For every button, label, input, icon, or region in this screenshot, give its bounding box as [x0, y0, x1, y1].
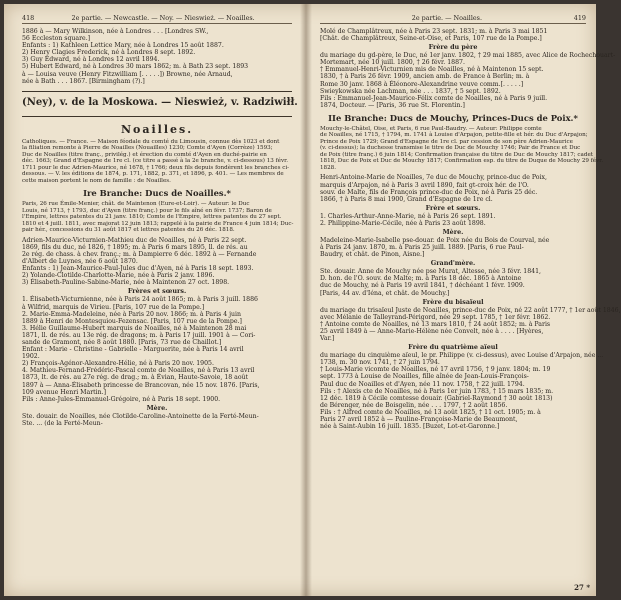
text-line: (v. ci-dessus); la duchesse transmise le titre de Duc de Mouchy 1746; Pair de France et Duc: [320, 145, 581, 152]
text-line: Adrien-Maurice-Victurnien-Mathieu duc de Noailles, né à Paris 22 sept.: [22, 236, 247, 244]
text-line: déc. 1663; Grand d'Espagne de 1re cl. (ce titre a passé à la 2e branche, v. ci-dessous) 13 févr.: [22, 158, 288, 165]
text-line: 1866, † à Paris 8 mai 1900, Grand d'Espagne de 1re cl.: [320, 195, 493, 203]
siblings2-title: Frère et sœurs.: [425, 203, 481, 212]
text-line: Enfant : Marie - Christine - Gabrielle - Marguerite, née à Paris 14 avril: [22, 346, 244, 354]
text-line: † Emmanuel-Henri-Victurnien mis de Noailles, né à Maintenon 15 sept.: [320, 66, 544, 74]
text-line: 1897 à — Anna-Élisabeth princesse de Brancovan, née 15 nov. 1876. [Paris,: [22, 381, 260, 389]
text-line: Duc de Noailles (titre franç., privilég.) et érection du comté d'Ayen en duché-pairie en: [22, 151, 267, 158]
text-line: 56 Eccleston square.]: [22, 35, 91, 43]
text-line: 1828.: [320, 164, 337, 171]
text-line: à Paris 24 janv. 1870, m. à Paris 25 juill. 1889. [Paris, 6 rue Paul-: [320, 244, 524, 252]
text-line: 1902.: [22, 353, 40, 361]
text-line: 2) Yolande-Clotilde-Charlotte-Marie, née à Paris 2 janv. 1896.: [22, 272, 215, 280]
text-line: 2. Philippine-Marie-Cécile, née à Paris 23 août 1898.: [320, 219, 486, 227]
text-line: 12 déc. 1819 à Cécile comtesse douair. (Gabriel-Raymond † 30 août 1813): [320, 394, 553, 402]
text-line: Ste. douair. Anne de Mouchy née pse Murat, Altesse, née 3 févr. 1841,: [320, 268, 542, 276]
text-line: 1869, fils du duc, né 1826, † 1895; m. à Paris 6 mars 1895, ll. de rés. au: [22, 243, 248, 251]
branch2-text: [320, 125, 604, 172]
text-line: sande de Gramont, née 8 août 1880. [Paris, 73 rue de Chaillot.]: [22, 338, 222, 346]
text-line: Mouchy-le-Châtel, Oise, et Paris, 6 rue Paul-Baudry. — Auteur: Philippe comte: [320, 125, 542, 132]
text-line: 1889 à Henri de Montesquiou-Fezensac. [Paris, 107 rue de la Pompe.]: [22, 317, 242, 325]
branch1-text: [22, 201, 292, 234]
branch2-title: IIe Branche: Ducs de Mouchy, Princes-Ducs de Poix.*: [328, 112, 578, 123]
text-line: la filiation remonte à Pierre de Noailles (Nouailles) 1230; Comte d'Ayen (Corrèze) 1593;: [22, 145, 273, 152]
text-line: Madeleine-Marie-Isabelle pse-douar. de Poix née du Bois de Courval, née: [320, 237, 550, 244]
ney-title: (Ney), v. de la Moskowa. — Nieswież, v. Radziwiłł.: [22, 96, 298, 108]
text-line: 1. Élisabeth-Victurnienne, née à Paris 24 août 1865; m. à Paris 3 juill. 1886: [22, 296, 258, 304]
siblings-title: Frères et sœurs.: [127, 287, 187, 296]
text-line: à Wilfrid, marquis de Virieu. [Paris, 107 rue de la Pompe.]: [22, 303, 205, 311]
text-line: Ste. ... (de la Ferté-Meun-: [22, 419, 103, 427]
text-line: 4. Mathieu-Fernand-Frédéric-Pascal comte de Noailles, né à Paris 13 avril: [22, 367, 255, 375]
text-line: marquis d'Arpajon, né à Paris 3 avril 1890, fait gt-croix hér. de l'O.: [320, 181, 529, 189]
text-line: 3) Guy Edward, né à Londres 12 avril 1894.: [22, 56, 160, 64]
text-line: 25 avril 1849 à — Anne-Marie-Hélène née Convelt, née à . . . . [Hyères,: [320, 327, 544, 335]
text-line: 2e rég. de chass. à chev. franç.; m. à Dampierre 6 déc. 1892 à — Fernande: [22, 250, 257, 258]
mother-title: Mère.: [146, 403, 168, 412]
left-page: [22, 14, 298, 589]
text-line: Fils : † Alfred comte de Noailles, né 13 août 1825, † 11 oct. 1905; m. à: [320, 408, 541, 416]
text-line: [Paris, 44 av. d'Iéna, et chât. de Mouchy.]: [320, 289, 450, 297]
text-line: Prince de Poix 1729; Grand d'Espagne de 1re cl. par cession de son père Adrien-Maurice: [320, 138, 573, 145]
text-line: 1873, lt. de rés. au 27e rég. de drag.; m. à Évian, Haute-Savoie, 18 août: [22, 374, 249, 382]
left-page-number: 418: [22, 14, 35, 22]
text-line: [Chât. de Champlâtreux, Seine-et-Oise, et Paris, 107 rue de la Pompe.]: [320, 35, 542, 43]
text-line: de Poix (titre franç.) 6 juin 1814; Confirmation française du titre de Duc de Mouchy 1817; cadet: [320, 151, 594, 158]
text-line: cette maison portent le nom de famille : de Noailles.: [22, 177, 171, 184]
text-line: † Louis-Marie vicomte de Noailles, né 17 avril 1756, † 9 janv. 1804; m. 19: [320, 366, 551, 374]
duke2-entry: [320, 174, 586, 202]
text-line: duc de Mouchy, né à Paris 19 avril 1841, † déchéant 1 févr. 1909.: [320, 282, 525, 290]
text-line: 3. Hélie Guillaume-Hubert marquis de Noailles, né à Maintenon 28 mai: [22, 324, 247, 332]
section-rule: [22, 91, 292, 92]
duke-entry: [22, 237, 292, 287]
father-sibling-entries: [320, 52, 616, 109]
text-line: Molé de Champlâtreux, née à Paris 23 sept. 1831; m. à Paris 3 mai 1851: [320, 28, 548, 35]
text-line: née à Saint-Aubin 16 juill. 1835. [Buzet, Lot-et-Garonne.]: [320, 423, 500, 431]
text-line: 1886 à — Mary Wilkinson, née à Londres . . . [Londres SW.,: [22, 28, 209, 35]
text-line: du mariage du gd-père, le Duc, né 1er janv. 1802, † 29 mai 1885, avec Alice de Rochechouart-: [320, 52, 616, 60]
text-line: Paris, 26 rue Émile-Menier, chât. de Maintenon (Eure-et-Loir). — Auteur: le Duc: [22, 201, 250, 208]
text-line: 2) François-Agénor-Alexandre-Hélie, né à Paris 20 nov. 1905.: [22, 360, 214, 368]
text-line: souv. de Malte, fils de François prince-duc de Poix, né à Paris 25 déc.: [320, 188, 538, 196]
noailles-title: Noailles.: [120, 122, 194, 136]
right-header-text: 2e partie. — Noailles.: [411, 14, 482, 22]
text-line: Henri-Antoine-Marie de Noailles, 7e duc de Mouchy, prince-duc de Poix,: [320, 174, 547, 182]
text-line: 1711 pour le duc Adrien-Maurice, né 1678, † 1766; deux fils depuis fondèrent les branches ci-: [22, 164, 290, 171]
book-spread: [4, 4, 621, 596]
text-line: 3) Élisabeth-Pauline-Sabine-Marie, née à Maintenon 27 oct. 1898.: [22, 279, 230, 287]
text-line: 1738, m. 30 nov. 1741, † 27 juin 1794.: [320, 359, 440, 367]
text-line: Paul duc de Noailles et d'Ayen, née 11 nov. 1758, † 22 juill. 1794.: [320, 380, 525, 388]
text-line: Swieykowska née Lachman, née . . . 1837, † 5 sept. 1892.: [320, 87, 501, 95]
grandmother-entry: [320, 268, 586, 296]
text-line: sept. 1773 à Louise de Noailles, fille aînée de Jean-Louis-François-: [320, 373, 529, 381]
fourth-ancestor-title: Frère du quatrième aïeul: [408, 343, 498, 352]
text-line: 2) Henry Clagies Frederick, né à Londres 8 sept. 1892.: [22, 49, 196, 57]
text-line: Paris 27 avril 1852 à — Pauline-Françoise-Marie de Beaumont,: [320, 415, 518, 423]
right-running-head: [320, 14, 586, 24]
text-line: D. hon. de l'O. souv. de Malte; m. à Paris 18 déc. 1865 à Antoine: [320, 275, 522, 283]
text-line: Mortemart, née 10 juill. 1800, † 26 févr. 1887.: [320, 59, 465, 67]
text-line: à — Louisa veuve (Henry Fitzwilliam [. . . . .]) Browne, née Arnaud,: [22, 70, 233, 78]
right-top-lines: [320, 28, 586, 42]
right-page-number: 419: [573, 14, 586, 22]
text-line: 1830, † à Paris 26 févr. 1909, ancien amb. de France à Berlin; m. à: [320, 73, 530, 81]
text-line: de Bérenger, née de Boisgelin, née . . . 1797, † 2 août 1856.: [320, 401, 508, 409]
great-aunts-title: Frère du bisaïeul: [422, 297, 484, 306]
text-line: Fils : Emmanuel-Jean-Maurice-Félix comte de Noailles, né à Paris 9 juill.: [320, 94, 548, 102]
text-line: Catholiques. — France. — Maison féodale du comté du Limousin, connue dès 1023 et dont: [22, 138, 280, 145]
text-line: 1818, Duc de Poix et Duc de Mouchy 1817; Confirmation esp. du titre de Duque de Mouchy 29 févr.: [320, 158, 604, 165]
intro-text: [22, 139, 292, 185]
text-line: dessous. — V. les éditions de 1874, p. 171, 1882, p. 371, et 1896, p. 401. — Les membres de: [22, 171, 284, 178]
fourth-ancestor-entries: [320, 352, 604, 431]
text-line: 1. Charles-Arthur-Anne-Marie, né à Paris 26 sept. 1891.: [320, 212, 496, 220]
father-sibling-title: Frère du père: [428, 43, 478, 52]
mother2-entry: [320, 237, 586, 258]
text-line: du mariage du trisaïeul Juste de Noailles, prince-duc de Poix, né 22 août 1777, † 1er août 1846,: [320, 306, 621, 314]
left-header-text: 2e partie. — Newcastle. — Noy. — Nieswież. — Noailles.: [71, 14, 255, 22]
text-line: de Noailles, né 1715, † 1794, m. 1741 à Louise d'Arpajon, petite-fille et hér. du Duc d'Arpajon;: [320, 132, 588, 139]
right-page: [320, 14, 621, 589]
book-gutter: [300, 4, 312, 596]
branch1-title: Ire Branche: Ducs de Noailles.*: [83, 188, 231, 199]
section-rule: [22, 116, 292, 117]
text-line: † Antoine comte de Noailles, né 13 mars 1810, † 24 août 1852; m. à Paris: [320, 320, 551, 328]
siblings2-entries: [320, 213, 586, 227]
text-line: d'Albert de Luynes, née 6 août 1870.: [22, 258, 138, 266]
text-line: 109 avenue Henri Martin.]: [22, 388, 106, 396]
text-line: Fils : Anne-Jules-Emmanuel-Grégoire, né à Paris 18 sept. 1900.: [22, 395, 221, 403]
text-line: 5) Hubert Edward, né à Londres 30 mars 1862; m. à Bath 23 sept. 1893: [22, 63, 249, 71]
text-line: Enfants : 1) Jean-Maurice-Paul-Jules duc d'Ayen, né à Paris 18 sept. 1893.: [22, 265, 254, 273]
left-running-head: [22, 14, 292, 24]
text-line: Var.]: [320, 335, 335, 343]
text-line: Louis, né 1713, † 1793, duc d'Ayen (titre franç.) pour le fils aîné en févr. 1737; Baron de: [22, 207, 272, 214]
text-line: Baudry, et chât. de Pinon, Aisne.]: [320, 251, 425, 259]
text-line: 2. Marie-Emma-Madeleine, née à Paris 20 nov. 1866; m. à Paris 4 juin: [22, 310, 241, 318]
mother-entry: [22, 413, 292, 427]
text-line: 1874, Docteur. — [Paris, 36 rue St. Florentin.]: [320, 101, 465, 109]
text-line: Ste. douair. de Noailles, née Clotilde-Caroline-Antoinette de la Ferté-Meun-: [22, 412, 259, 420]
text-line: 1810 et 4 juill. 1811, avec majorat 12 juin 1813; rappelé à la pairie de France 4 juin 1814; Duc-: [22, 220, 294, 227]
signature-mark: 27 *: [574, 583, 590, 592]
mother2-title: Mère.: [442, 228, 464, 236]
text-line: avec Mélanie de Talleyrand-Périgord, née 29 sept. 1785, † 1er févr. 1862.: [320, 313, 551, 321]
text-line: l'Empire, lettres patentes du 21 janv. 1810; Comte de l'Empire, lettres patentes du 27 sept.: [22, 214, 282, 221]
text-line: née à Bath . . . 1867. [Birmingham (?).]: [22, 77, 145, 85]
left-top-lines: [22, 28, 292, 85]
text-line: pair hér., concessions du 31 août 1817 et lettres patentes du 26 déc. 1818.: [22, 227, 235, 234]
text-line: Enfants : 1) Kathleen Lettice Mary, née à Londres 15 août 1887.: [22, 42, 224, 50]
text-line: du mariage du cinquième aïeul, le pr. Philippe (v. ci-dessus), avec Louise d'Arpajon, née ...: [320, 352, 604, 360]
siblings-entries: [22, 296, 292, 402]
text-line: Rome 30 janv. 1868 à Éléonore-Alexandrine veuve comm.[. . . . .]: [320, 80, 524, 88]
text-line: Fils : † Alexis cte de Noailles, né à Paris 1er juin 1783, † 15 mars 1835; m.: [320, 387, 554, 395]
grandmother-title: Grand'mère.: [430, 259, 476, 268]
great-aunts-entries: [320, 306, 621, 343]
text-line: 1871, ll. de rés. au 13e rég. de dragons; m. à Paris 17 juill. 1901 à — Cori-: [22, 331, 256, 339]
